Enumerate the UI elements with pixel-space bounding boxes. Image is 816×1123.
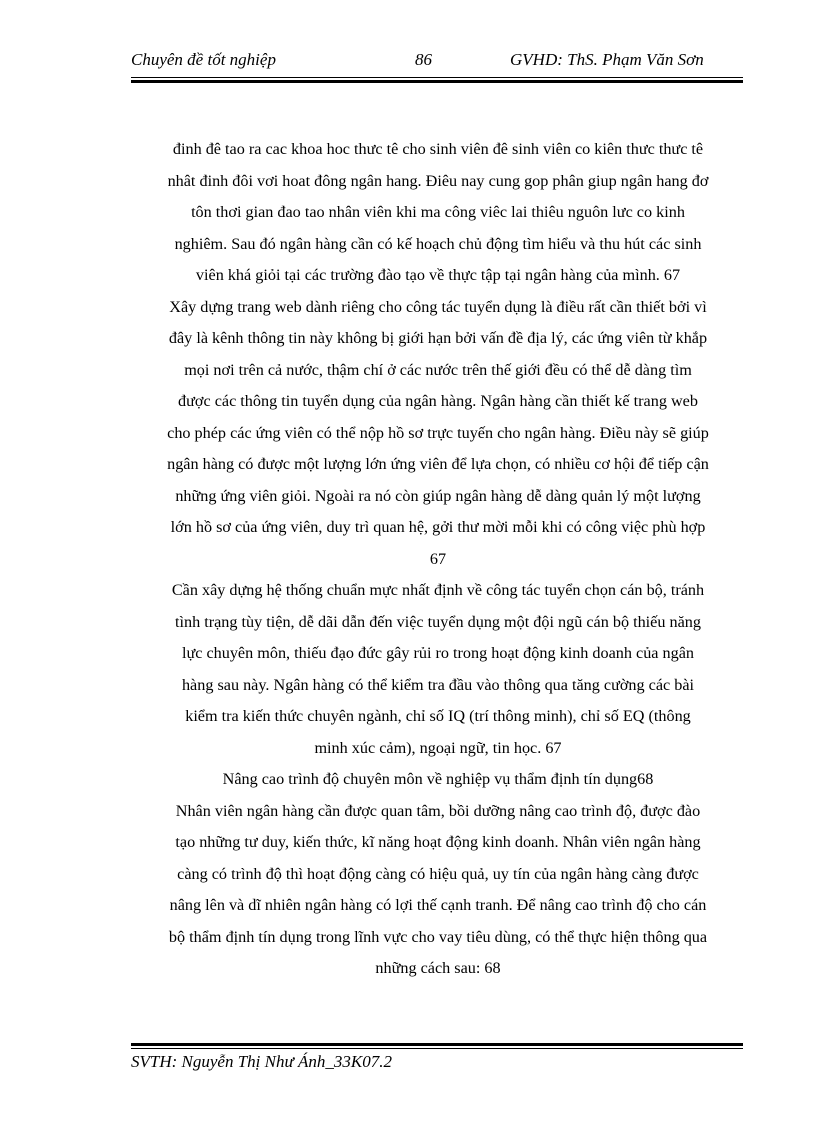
body-line: lớn hồ sơ của ứng viên, duy trì quan hệ, gởi thư mời mỗi khi có công việc phù hợp (170, 518, 706, 536)
body-line: hàng sau này. Ngân hàng có thể kiểm tra đầu vào thông qua tăng cường các bài (181, 675, 695, 694)
body-line: tình trạng tùy tiện, dễ dãi dẫn đến việc tuyển dụng một đội ngũ cán bộ thiếu năng (175, 612, 701, 631)
footer-rule-thick (131, 1043, 743, 1046)
footer-rule-thin (131, 1048, 743, 1049)
body-line: những ứng viên giỏi. Ngoài ra nó còn giúp ngân hàng dễ dàng quản lý một lượng (175, 486, 701, 505)
page-header (131, 50, 743, 74)
body-line: Nhân viên ngân hàng cần được quan tâm, bồi dưỡng nâng cao trình độ, được đào (175, 801, 701, 820)
header-document-type: Chuyên đề tốt nghiệp (131, 50, 276, 69)
body-line: càng có trình độ thì hoạt động càng có hiệu quả, uy tín của ngân hàng càng được (177, 864, 699, 883)
header-rule-thin (131, 77, 743, 78)
header-page-number: 86 (415, 50, 432, 69)
header-advisor: GVHD: ThS. Phạm Văn Sơn (510, 50, 704, 69)
body-line: minh xúc cảm), ngoại ngữ, tin học. 67 (314, 738, 562, 757)
body-line: lực chuyên môn, thiếu đạo đức gây rủi ro trong hoạt động kinh doanh của ngân (181, 644, 695, 662)
body-line: mọi nơi trên cả nước, thậm chí ở các nước trên thế giới đều có thể dễ dàng tìm (184, 360, 692, 379)
body-line: kiểm tra kiến thức chuyên ngành, chỉ số IQ (trí thông minh), chỉ số EQ (thông (185, 707, 691, 725)
body-line: những cách sau: 68 (375, 959, 501, 977)
body-line: viên khá giỏi tại các trường đào tạo về thực tập tại ngân hàng của mình. 67 (195, 266, 681, 284)
body-line: đây là kênh thông tin này không bị giới hạn bởi vấn đề địa lý, các ứng viên từ khắp (168, 329, 708, 347)
body-line: Cần xây dựng hệ thống chuẩn mực nhất định về công tác tuyển chọn cán bộ, tránh (171, 581, 705, 599)
body-line: cho phép các ứng viên có thể nộp hồ sơ trực tuyến cho ngân hàng. Điều này sẽ giúp (167, 423, 709, 442)
body-line: tạo những tư duy, kiến thức, kĩ năng hoạt động kinh doanh. Nhân viên ngân hàng (175, 833, 701, 851)
body-line: ngân hàng có được một lượng lớn ứng viên để lựa chọn, có nhiều cơ hội để tiếp cận (167, 455, 709, 473)
body-line: nhât đinh đôi vơi hoat đông ngân hang. Điêu nay cung gop phân giup ngân hang đơ (167, 171, 709, 190)
page-footer: SVTH: Nguyễn Thị Như Ánh_33K07.2 (131, 1052, 392, 1071)
body-line: nghiêm. Sau đó ngân hàng cần có kế hoạch chủ động tìm hiểu và thu hút các sinh (174, 234, 702, 253)
body-line: đinh đê tao ra cac khoa hoc thưc tê cho sinh viên đê sinh viên co kiên thưc thưc tê (172, 140, 704, 158)
body-text (128, 134, 748, 985)
body-line: bộ thẩm định tín dụng trong lĩnh vực cho vay tiêu dùng, có thể thực hiện thông qua (168, 927, 708, 946)
body-line: Nâng cao trình độ chuyên môn về nghiệp vụ thẩm định tín dụng68 (222, 770, 654, 788)
header-rule-thick (131, 80, 743, 83)
body-line: 67 (429, 549, 447, 568)
body-line: Xây dựng trang web dành riêng cho công tác tuyển dụng là điều rất cần thiết bởi vì (169, 297, 707, 316)
body-line: nâng lên và dĩ nhiên ngân hàng có lợi thế cạnh tranh. Để nâng cao trình độ cho cán (169, 896, 707, 914)
body-line: được các thông tin tuyển dụng của ngân hàng. Ngân hàng cần thiết kế trang web (178, 392, 698, 410)
body-line: tôn thơi gian đao tao nhân viên khi ma công viêc lai thiêu nguôn lưc co kinh (191, 203, 685, 221)
